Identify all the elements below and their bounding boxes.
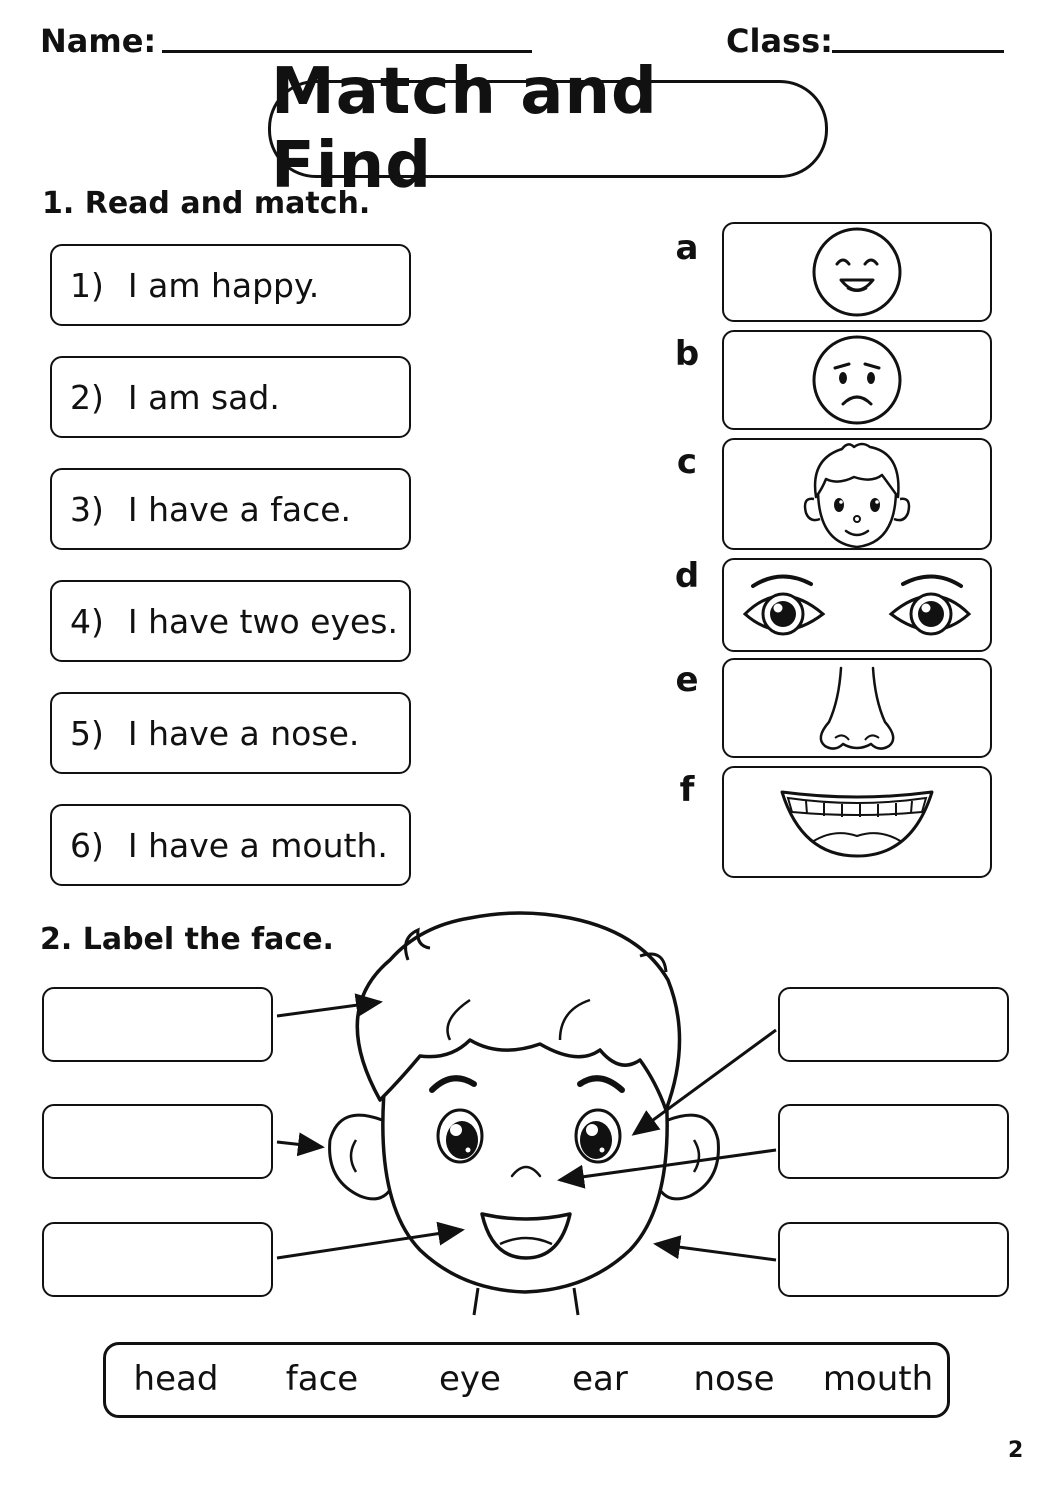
picture-letter-d: d [674,556,700,596]
sentence-4 [50,580,411,662]
mouth-icon [772,782,942,862]
picture-f [722,766,992,878]
sentence-text: I have a nose. [127,713,360,753]
sad-face-icon [807,332,907,428]
word-bank [103,1342,950,1418]
section2-title: 2. Label the face. [40,922,334,957]
boy-face-icon [792,439,922,549]
sentence-2 [50,356,411,438]
picture-letter-f: f [679,770,695,810]
page-title: Match and Find [271,55,658,203]
picture-d [722,558,992,652]
word-mouth: mouth [822,1359,934,1399]
sentence-text: I am sad. [127,377,280,417]
word-face: face [285,1359,359,1399]
picture-b [722,330,992,430]
sentence-number: 4) [70,601,104,641]
sentence-text: I have a face. [127,489,352,529]
class-line[interactable] [832,50,1004,53]
word-head: head [133,1359,219,1399]
word-nose: nose [693,1359,775,1399]
boy-face-illustration [0,900,1055,1330]
word-eye: eye [439,1359,501,1399]
sentence-3 [50,468,411,550]
class-label: Class: [726,22,833,60]
name-label: Name: [40,22,157,60]
sentence-number: 5) [70,713,104,753]
sentence-number: 1) [70,265,104,305]
picture-e [722,658,992,758]
sentence-number: 3) [70,489,104,529]
picture-letter-a: a [675,228,699,268]
two-eyes-icon [737,560,977,650]
nose-icon [807,660,907,756]
name-line[interactable] [162,50,532,53]
picture-letter-b: b [674,334,700,374]
picture-letter-c: c [676,442,698,482]
sentence-number: 2) [70,377,104,417]
picture-c [722,438,992,550]
picture-a [722,222,992,322]
sentence-5 [50,692,411,774]
sentence-text: I am happy. [127,265,320,305]
section1-title: 1. Read and match. [42,186,371,221]
sentence-text: I have two eyes. [127,601,398,641]
sentence-number: 6) [70,825,104,865]
picture-letter-e: e [675,660,699,700]
page-number: 2 [1008,1438,1024,1463]
sentence-text: I have a mouth. [127,825,388,865]
title-banner [268,55,828,203]
happy-face-icon [807,224,907,320]
sentence-6 [50,804,411,886]
sentence-1 [50,244,411,326]
word-ear: ear [572,1359,628,1399]
